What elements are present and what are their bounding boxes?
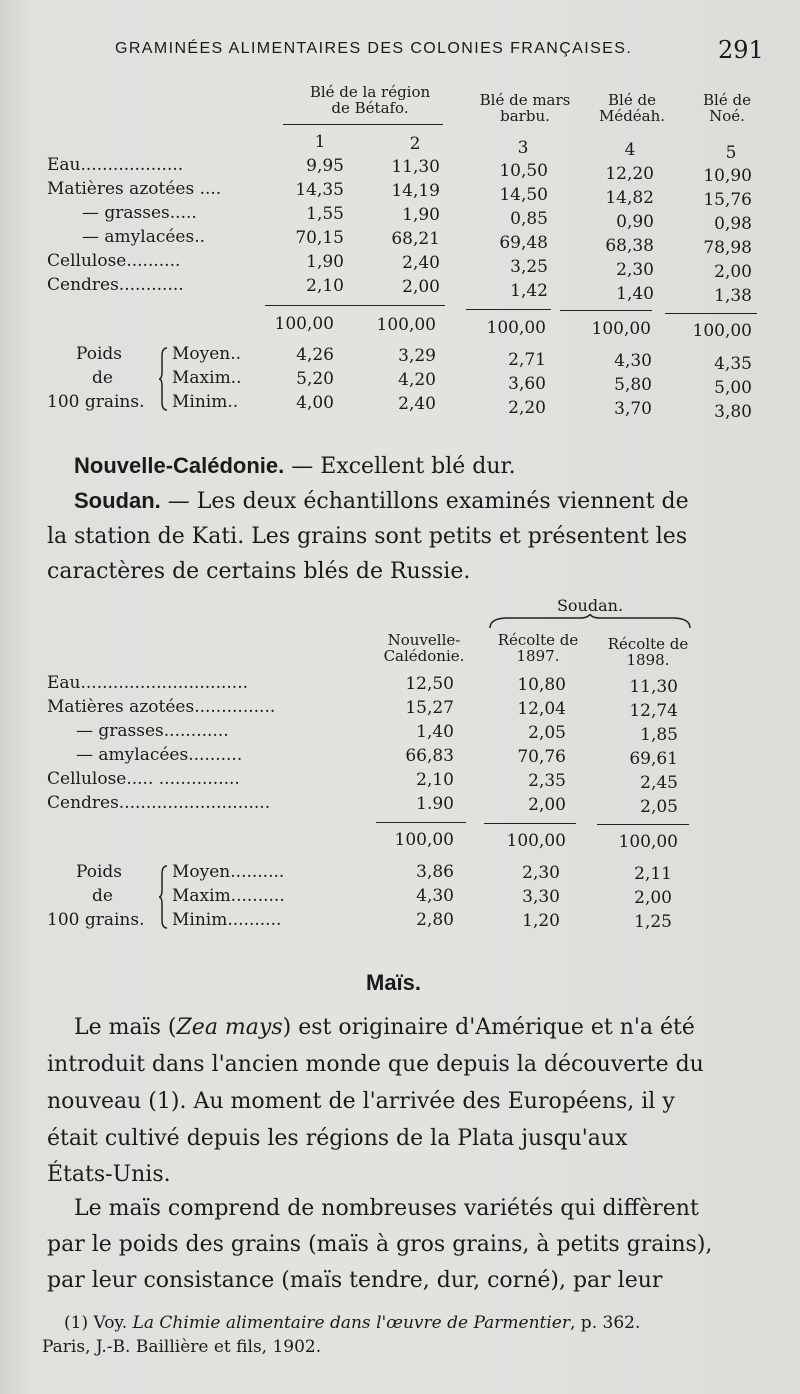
value-cell: 11,30: [391, 157, 440, 177]
poids-value: 5,20: [296, 369, 334, 389]
para-mais-line3: nouveau (1). Au moment de l'arrivée des Européens, il y: [47, 1089, 675, 1114]
poids-value: 2,71: [508, 350, 546, 370]
value-cell: 1,85: [640, 725, 678, 745]
value-cell: 1,40: [616, 284, 654, 304]
poids-label: Poids: [76, 862, 123, 882]
sum-rule: [484, 823, 576, 824]
col-header-2: Blé de mars barbu.: [479, 91, 571, 125]
poids-value: 1,20: [522, 911, 560, 931]
value-cell: 10,80: [517, 675, 566, 695]
value-cell: 0,90: [616, 212, 654, 232]
poids-value: 2,40: [398, 394, 436, 414]
poids-value: 3,70: [614, 399, 652, 419]
para-varietes-line3: par leur consistance (maïs tendre, dur, corné), par leur: [47, 1268, 663, 1293]
poids-label: de: [92, 368, 113, 388]
value-cell: 0,98: [714, 214, 752, 234]
value-cell: 1,90: [402, 205, 440, 225]
poids-value: 2,00: [634, 888, 672, 908]
footnote-line1: (1) Voy. La Chimie alimentaire dans l'œuvre de Parmentier, p. 362.: [64, 1313, 641, 1333]
col-number: 3: [517, 138, 529, 158]
value-cell: 70,15: [295, 228, 344, 248]
poids-sub: Minim..........: [172, 910, 282, 930]
poids-value: 2,80: [416, 910, 454, 930]
value-cell: 15,76: [703, 190, 752, 210]
value-cell: 12,74: [629, 701, 678, 721]
para-caledonie: Nouvelle-Calédonie. — Excellent blé dur.: [74, 453, 516, 479]
poids-sub: Moyen..: [172, 344, 242, 364]
poids-value: 4,35: [714, 354, 752, 374]
value-cell: 69,61: [629, 749, 678, 769]
value-cell: 1,42: [510, 281, 548, 301]
poids-sub: Minim..: [172, 392, 239, 412]
total-cell: 100,00: [486, 318, 546, 338]
col-number: 2: [409, 134, 421, 154]
poids-value: 2,20: [508, 398, 546, 418]
poids-value: 3,60: [508, 374, 546, 394]
row-label: — amylacées..........: [76, 745, 243, 765]
row-label: Cendres............: [47, 275, 184, 295]
value-cell: 68,21: [391, 229, 440, 249]
value-cell: 12,04: [517, 699, 566, 719]
para-soudan-line3: caractères de certains blés de Russie.: [47, 559, 471, 584]
value-cell: 2,00: [528, 795, 566, 815]
value-cell: 1,90: [306, 252, 344, 272]
value-cell: 2,30: [616, 260, 654, 280]
value-cell: 2,05: [640, 797, 678, 817]
poids-value: 4,30: [614, 351, 652, 371]
row-label: Cellulose..... ...............: [47, 769, 240, 789]
poids-sub: Maxim..: [172, 368, 242, 388]
value-cell: 2,10: [306, 276, 344, 296]
value-cell: 1.90: [416, 794, 454, 814]
col-header-caledonie: Nouvelle-Calédonie.: [383, 631, 465, 665]
value-cell: 70,76: [517, 747, 566, 767]
poids-sub: Maxim..........: [172, 886, 285, 906]
poids-value: 4,00: [296, 393, 334, 413]
total-cell: 100,00: [692, 321, 752, 341]
group-header: Soudan.: [556, 596, 624, 615]
total-cell: 100,00: [591, 319, 651, 339]
poids-value: 5,80: [614, 375, 652, 395]
row-label: Eau...................: [47, 155, 184, 175]
col-header-4: Blé de Noé.: [703, 91, 751, 125]
poids-value: 3,80: [714, 402, 752, 422]
para-varietes-line2: par le poids des grains (maïs à gros grains, à petits grains),: [47, 1232, 713, 1257]
value-cell: 2,05: [528, 723, 566, 743]
value-cell: 68,38: [605, 236, 654, 256]
row-label: — grasses............: [76, 721, 229, 741]
row-label: Eau...............................: [47, 673, 249, 693]
value-cell: 14,35: [295, 180, 344, 200]
sum-rule: [376, 822, 466, 823]
value-cell: 2,00: [714, 262, 752, 282]
value-cell: 2,10: [416, 770, 454, 790]
para-varietes-line1: Le maïs comprend de nombreuses variétés qui diffèrent: [74, 1196, 699, 1221]
para-mais-line1: Le maïs (Zea mays) est originaire d'Amérique et n'a été: [74, 1015, 695, 1040]
poids-value: 2,11: [634, 864, 672, 884]
poids-value: 4,20: [398, 370, 436, 390]
value-cell: 14,82: [605, 188, 654, 208]
para-mais-line2: introduit dans l'ancien monde que depuis la découverte du: [47, 1052, 704, 1077]
section-title: Maïs.: [366, 970, 422, 995]
row-label: Cendres............................: [47, 793, 271, 813]
value-cell: 9,95: [306, 156, 344, 176]
col-header-1: Blé de la région de Bétafo.: [309, 83, 431, 117]
row-label: — amylacées..: [82, 227, 206, 247]
value-cell: 2,40: [402, 253, 440, 273]
poids-label: 100 grains.: [47, 392, 145, 412]
total-cell: 100,00: [618, 832, 678, 852]
col-header-3: Blé de Médéah.: [598, 91, 666, 125]
col-header-1897: Récolte de 1897.: [497, 631, 579, 665]
value-cell: 1,40: [416, 722, 454, 742]
row-label: — grasses.....: [82, 203, 197, 223]
sum-rule: [597, 824, 689, 825]
poids-label: de: [92, 886, 113, 906]
value-cell: 1,38: [714, 286, 752, 306]
row-label: Matières azotées...............: [47, 697, 276, 717]
page-number: 291: [718, 36, 764, 64]
brace-icon: [158, 864, 170, 930]
col-number: 1: [314, 132, 326, 152]
value-cell: 69,48: [499, 233, 548, 253]
value-cell: 3,25: [510, 257, 548, 277]
poids-value: 3,86: [416, 862, 454, 882]
para-mais-line4: était cultivé depuis les régions de la Plata jusqu'aux: [47, 1126, 628, 1151]
value-cell: 2,45: [640, 773, 678, 793]
para-mais-line5: États-Unis.: [47, 1162, 171, 1187]
col-number: 4: [624, 140, 636, 160]
value-cell: 78,98: [703, 238, 752, 258]
total-cell: 100,00: [274, 314, 334, 334]
value-cell: 1,55: [306, 204, 344, 224]
running-title: GRAMINÉES ALIMENTAIRES DES COLONIES FRANÇAISES.: [115, 40, 633, 57]
total-cell: 100,00: [506, 831, 566, 851]
value-cell: 0,85: [510, 209, 548, 229]
col-header-1898: Récolte de 1898.: [607, 635, 689, 669]
value-cell: 14,50: [499, 185, 548, 205]
para-soudan-line2: la station de Kati. Les grains sont petits et présentent les: [47, 524, 688, 549]
value-cell: 66,83: [405, 746, 454, 766]
total-cell: 100,00: [376, 315, 436, 335]
value-cell: 12,50: [405, 674, 454, 694]
poids-label: Poids: [76, 344, 123, 364]
para-soudan-line1: Soudan. — Les deux échantillons examinés viennent de: [74, 488, 689, 514]
footnote-line2: Paris, J.-B. Baillière et fils, 1902.: [42, 1337, 322, 1357]
row-label: Matières azotées ....: [47, 179, 222, 199]
value-cell: 2,00: [402, 277, 440, 297]
poids-value: 4,30: [416, 886, 454, 906]
value-cell: 10,50: [499, 161, 548, 181]
poids-sub: Moyen..........: [172, 862, 285, 882]
row-label: Cellulose..........: [47, 251, 181, 271]
value-cell: 12,20: [605, 164, 654, 184]
value-cell: 10,90: [703, 166, 752, 186]
poids-value: 5,00: [714, 378, 752, 398]
value-cell: 11,30: [629, 677, 678, 697]
value-cell: 14,19: [391, 181, 440, 201]
poids-label: 100 grains.: [47, 910, 145, 930]
poids-value: 4,26: [296, 345, 334, 365]
poids-value: 1,25: [634, 912, 672, 932]
value-cell: 15,27: [405, 698, 454, 718]
brace-icon: [488, 614, 692, 630]
poids-value: 2,30: [522, 863, 560, 883]
total-cell: 100,00: [394, 830, 454, 850]
poids-value: 3,29: [398, 346, 436, 366]
col-number: 5: [725, 143, 737, 163]
poids-value: 3,30: [522, 887, 560, 907]
value-cell: 2,35: [528, 771, 566, 791]
